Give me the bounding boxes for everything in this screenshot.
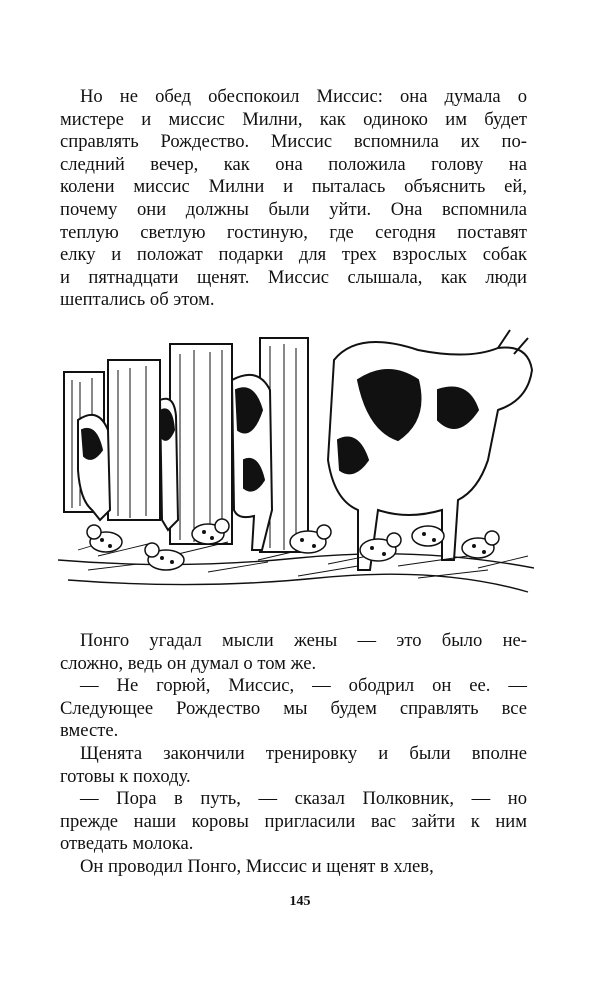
text-line: елку и положат подарки для трех взрослых собак: [60, 244, 527, 266]
text-line: Он проводил Понго, Миссис и щенят в хлев,: [80, 855, 434, 877]
text-line: почему они должны были уйти. Она вспомнила: [60, 198, 527, 220]
text-line: мистере и миссис Милни, как одиноко им будет: [60, 108, 527, 130]
text-line: Щенята закончили тренировку и были вполне: [80, 742, 527, 764]
text-line: Но не обед обеспокоил Миссис: она думала о: [80, 86, 527, 107]
text-line: прежде наши коровы пригласили вас зайти к ним: [60, 810, 527, 832]
text-line: — Пора в путь, — сказал Полковник, — но: [80, 788, 527, 810]
text-line: готовы к походу.: [60, 765, 191, 787]
text-line: вместе.: [60, 720, 119, 742]
text-line: шептались об этом.: [60, 289, 215, 311]
illustration-drawing: [58, 320, 534, 608]
text-line: Следующее Рождество мы будем справлять все: [60, 697, 527, 719]
text-line: справлять Рождество. Миссис вспомнила их по-: [60, 131, 527, 153]
text-line: сложно, ведь он думал о том же.: [60, 652, 317, 674]
text-line: — Не горюй, Миссис, — ободрил он ее. —: [80, 675, 527, 697]
text-line: Понго угадал мысли жены — это было не-: [80, 630, 527, 651]
top-paragraph: [60, 86, 527, 312]
text-line: следний вечер, как она положила голову на: [60, 153, 527, 175]
text-line: колени миссис Милни и пыталась объяснить ей,: [60, 176, 527, 198]
barn-cows-puppies-illustration: [58, 320, 534, 608]
text-line: теплую светлую гостиную, где сегодня поставят: [60, 221, 527, 243]
text-line: и пятнадцати щенят. Миссис слышала, как люди: [60, 266, 527, 288]
text-line: отведать молока.: [60, 833, 194, 855]
page-number: 145: [289, 894, 311, 909]
bottom-paragraphs: [60, 630, 527, 879]
